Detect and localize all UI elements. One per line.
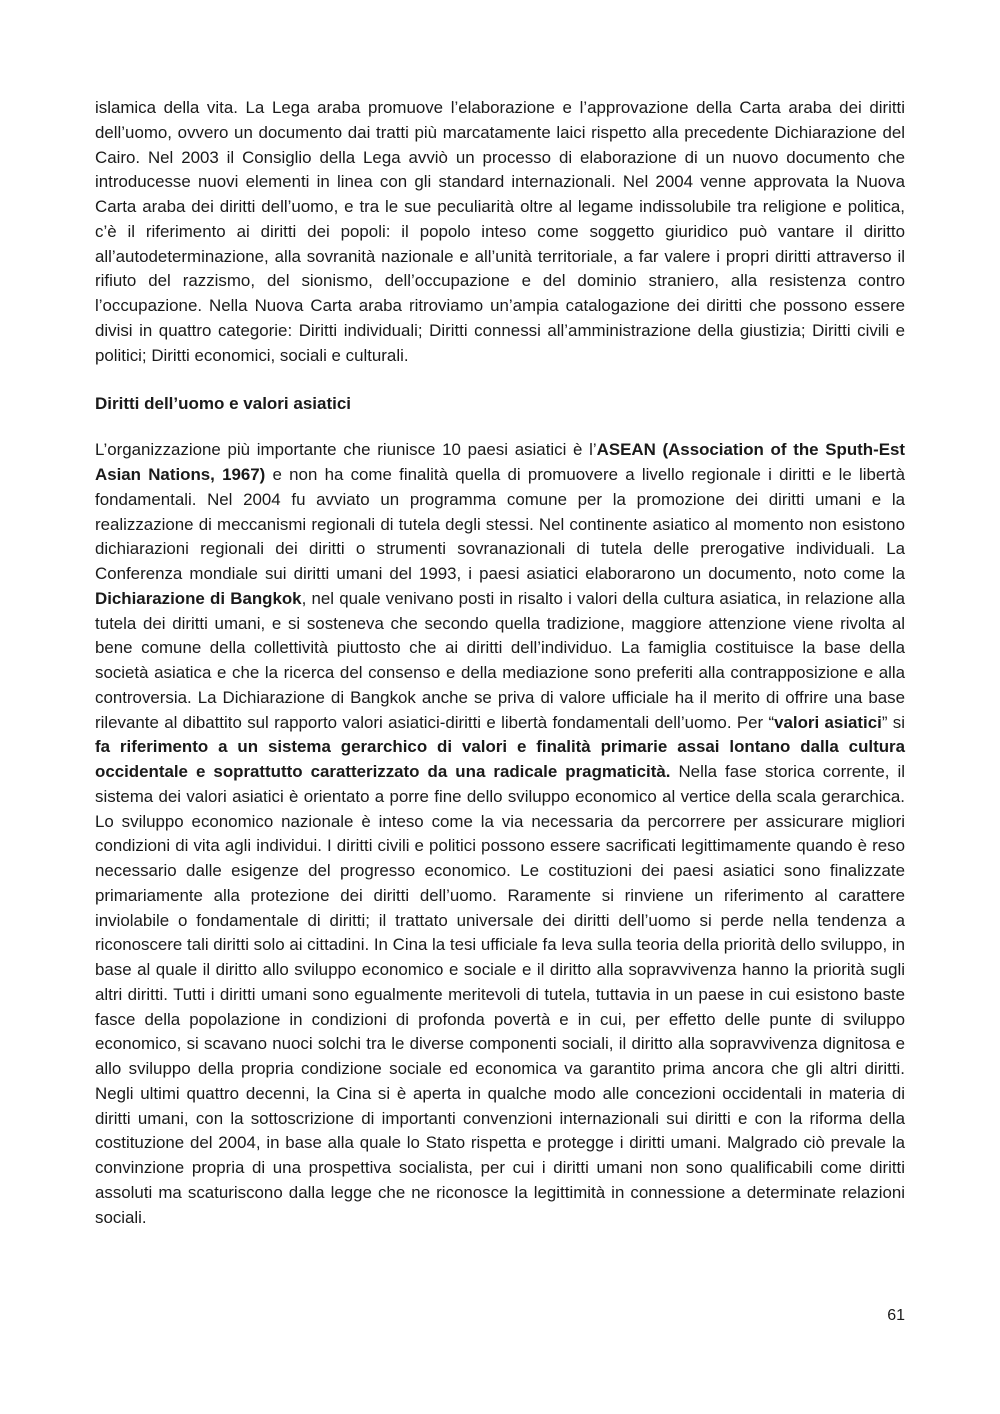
bold-sistema-gerarchico: fa riferimento a un sistema gerarchico di valori e finalità primarie assai lontano dalla cultura occidentale e soprattutto caratterizzato da una radicale pragmaticità.	[95, 737, 905, 781]
bold-asean: ASEAN (Association of the Sputh-Est Asian Nations, 1967)	[95, 440, 905, 484]
document-page	[95, 96, 905, 1230]
text-run: ” si	[881, 712, 905, 732]
text-run: Nella fase storica corrente, il sistema dei valori asiatici è orientato a porre fine dello sviluppo economico al vertice della scala gerarchica. Lo sviluppo economico nazionale è inteso come la via necessaria da percorrere per assicurare migliori condizioni di vita agli individui. I diritti civili e politici possono essere sacrificati legittimamente quando è reso necessario dalle esigenze del progresso economico. Le costituzioni dei paesi asiatici sono finalizzate primariamente alla protezione dei diritti dell’uomo. Raramente si rinviene un riferimento al carattere inviolabile o fondamentale di diritti; il trattato universale dei diritti dell’uomo si perde nella tendenza a riconoscere tali diritti solo ai cittadini. In Cina la tesi ufficiale fa leva sulla teoria della priorità dello sviluppo, in base al quale il diritto allo sviluppo economico e sociale e il diritto alla sopravvivenza hanno la priorità sugli altri diritti. Tutti i diritti umani sono egualmente meritevoli di tutela, tuttavia in un paese in cui esistono baste fasce della popolazione in condizioni di profonda povertà e in cui, per effetto delle punte di sviluppo economico, si scavano nuoci solchi tra le diverse componenti sociali, il diritto alla sopravvivenza dignitosa e allo sviluppo della propria condizione sociale ed economica va garantito prima ancora che gli altri diritti. Negli ultimi quattro decenni, la Cina si è aperta in qualche modo alle concezioni occidentali in materia di diritti umani, con la sottoscrizione di importanti convenzioni internazionali sui diritti e con la riforma della costituzione del 2004, in base alla quale lo Stato rispetta e protegge i diritti umani. Malgrado ciò prevale la convinzione propria di una prospettiva socialista, per cui i diritti umani non sono qualificabili come diritti assoluti ma scaturiscono dalla legge che ne riconosce la legittimità in connessione a determinate relazioni sociali.	[95, 762, 905, 1227]
paragraph-lega-araba: islamica della vita. La Lega araba promuove l’elaborazione e l’approvazione della Carta araba dei diritti dell’uomo, ovvero un documento dai tratti più marcatamente laici rispetto alla precedente Dichiarazione del Cairo. Nel 2003 il Consiglio della Lega avviò un processo di elaborazione di un nuovo documento che introducesse nuovi elementi in linea con gli standard internazionali. Nel 2004 venne approvata la Nuova Carta araba dei diritti dell’uomo, e tra le sue peculiarità oltre al legame indissolubile tra religione e politica, c’è il riferimento ai diritti dei popoli: il popolo inteso come soggetto giuridico può vantare il diritto all’autodeterminazione, alla sovranità nazionale e all’unità territoriale, a far valere i propri diritti attraverso il rifiuto del razzismo, del sionismo, dell’occupazione e del dominio straniero, alla resistenza contro l’occupazione. Nella Nuova Carta araba ritroviamo un’ampia catalogazione dei diritti che possono essere divisi in quattro categorie: Diritti individuali; Diritti connessi all’amministrazione della giustizia; Diritti civili e politici; Diritti economici, sociali e culturali.	[95, 98, 905, 365]
paragraph-valori-asiatici	[95, 438, 905, 1230]
page-number: 61	[887, 1307, 905, 1324]
section-heading: Diritti dell’uomo e valori asiatici	[95, 394, 352, 414]
bold-valori-asiatici: valori asiatici	[774, 712, 882, 732]
bold-dichiarazione-bangkok: Dichiarazione di Bangkok	[95, 588, 302, 608]
text-run: , nel quale venivano posti in risalto i valori della cultura asiatica, in relazione alla tutela dei diritti umani, e si sosteneva che secondo quella tradizione, maggiore attenzione viene rivolta al bene comune della collettività piuttosto che ai diritti dell’individuo. La famiglia costituisce la base della società asiatica e che la ricerca del consenso e della mediazione sono preferiti alla contrapposizione e alla controversia. La Dichiarazione di Bangkok anche se priva di valore ufficiale ha il merito di offrire una base rilevante al dibattito sul rapporto valori asiatici-diritti e libertà fondamentali dell’uomo. Per “	[95, 588, 905, 732]
text-run: L’organizzazione più importante che riunisce 10 paesi asiatici è l’	[95, 440, 597, 460]
text-run: e non ha come finalità quella di promuovere a livello regionale i diritti e le libertà fondamentali. Nel 2004 fu avviato un programma comune per la promozione dei diritti umani e la realizzazione di meccanismi regionali di tutela degli stessi. Nel continente asiatico al momento non esistono dichiarazioni regionali dei diritti o strumenti sovranazionali di tutela delle prerogative individuali. La Conferenza mondiale sui diritti umani del 1993, i paesi asiatici elaborarono un documento, noto come la	[95, 465, 905, 583]
